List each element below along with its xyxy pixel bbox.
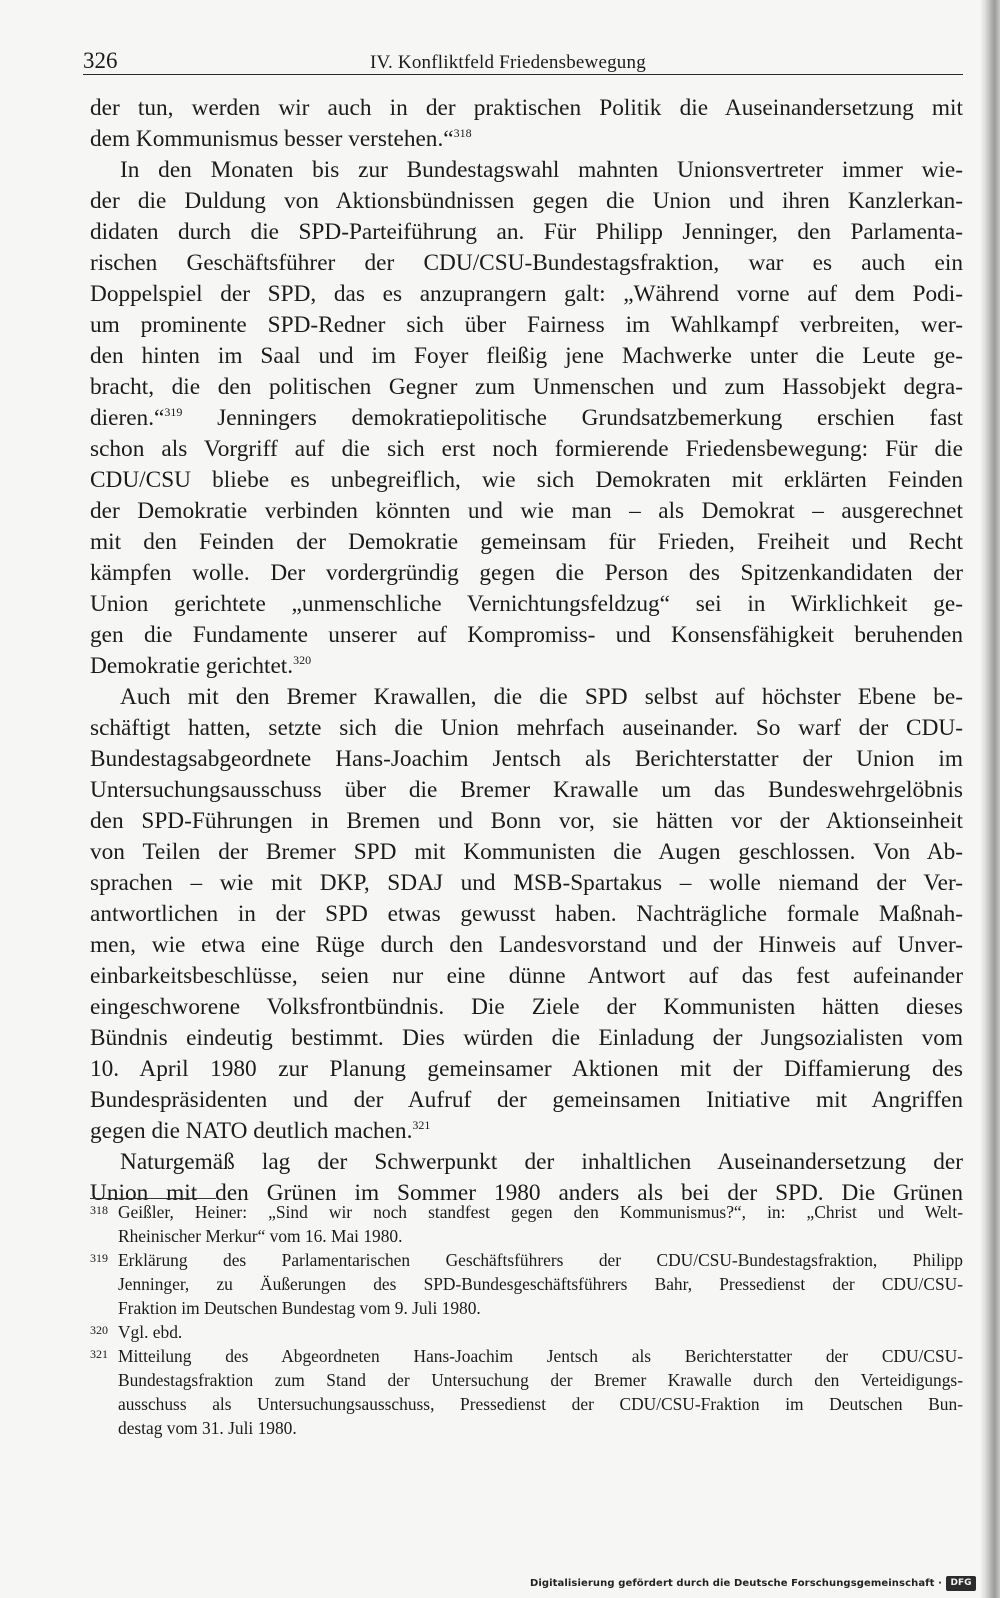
body-text-run: bracht, die den politischen Gegner zum Unmenschen und zum Hassobjekt degra- (90, 374, 963, 400)
body-text-run: schäftigt hatten, setzte sich die Union mehrfach auseinander. So warf der CDU- (90, 715, 963, 741)
body-line (90, 217, 963, 248)
body-text-run: um prominente SPD-Redner sich über Fairness im Wahlkampf verbreiten, wer- (90, 312, 963, 338)
footnote-reference: 319 (164, 405, 183, 419)
body-text-run: CDU/CSU bliebe es unbegreiflich, wie sich Demokraten mit erklärten Feinden (90, 467, 963, 493)
body-text-run: rischen Geschäftsführer der CDU/CSU-Bundestagsfraktion, war es auch ein (90, 250, 963, 276)
body-text-run: Naturgemäß lag der Schwerpunkt der inhaltlichen Auseinandersetzung der (120, 1149, 963, 1175)
body-line (90, 961, 963, 992)
body-text-run: Bundestagsabgeordnete Hans-Joachim Jentsch als Berichterstatter der Union im (90, 746, 963, 772)
footnotes (90, 1200, 963, 1440)
body-line (90, 434, 963, 465)
body-line (90, 496, 963, 527)
body-line (90, 93, 963, 124)
body-text-run: der tun, werden wir auch in der praktischen Politik die Auseinandersetzung mit (90, 95, 963, 121)
body-text-run: gegen die NATO deutlich machen. (90, 1118, 413, 1144)
body-line (90, 155, 963, 186)
footnote-number: 319 (90, 1251, 108, 1265)
footnote-line: Mitteilung des Abgeordneten Hans-Joachim Jentsch als Berichterstatter der CDU/CSU- (118, 1346, 963, 1366)
body-text-run: von Teilen der Bremer SPD mit Kommunisten die Augen geschlossen. Von Ab- (90, 839, 963, 865)
footnote-reference: 318 (453, 126, 472, 140)
footnote (90, 1344, 963, 1440)
body-text-run: den hinten im Saal und im Foyer fleißig jene Machwerke unter die Leute ge- (90, 343, 963, 369)
footnote-line: ausschuss als Untersuchungsausschuss, Pressedienst der CDU/CSU-Fraktion im Deutschen Bun- (118, 1394, 963, 1414)
body-text-run: Doppelspiel der SPD, das es anzuprangern galt: „Während vorne auf dem Podi- (90, 281, 963, 307)
body-text-run: sprachen – wie mit DKP, SDAJ und MSB-Spartakus – wolle niemand der Ver- (90, 870, 963, 896)
footnote-line: Bundestagsfraktion zum Stand der Untersuchung der Bremer Krawalle durch den Verteidigungs- (118, 1370, 963, 1390)
body-line (90, 310, 963, 341)
body-line (90, 465, 963, 496)
body-text-run: men, wie etwa eine Rüge durch den Landesvorstand und der Hinweis auf Unver- (90, 932, 963, 958)
body-line (90, 372, 963, 403)
dfg-logo: DFG (946, 1576, 976, 1591)
body-text-run: Jenningers demokratiepolitische Grundsatzbemerkung erschien fast (182, 405, 963, 431)
page-header (83, 44, 963, 74)
body-line (90, 186, 963, 217)
body-line (90, 899, 963, 930)
body-text-run: gen die Fundamente unserer auf Kompromiss- und Konsensfähigkeit beruhenden (90, 622, 963, 648)
footnote-line: Geißler, Heiner: „Sind wir noch standfest gegen den Kommunismus?“, in: „Christ und Welt- (118, 1202, 963, 1222)
body-text-run: kämpfen wolle. Der vordergründig gegen die Person des Spitzenkandidaten der (90, 560, 963, 586)
footnote-reference: 321 (412, 1118, 431, 1132)
body-text-run: In den Monaten bis zur Bundestagswahl mahnten Unionsvertreter immer wie- (120, 157, 963, 183)
body-line (90, 1085, 963, 1116)
body-text-run: didaten durch die SPD-Parteiführung an. Für Philipp Jenninger, den Parlamenta- (90, 219, 963, 245)
body-line (90, 620, 963, 651)
body-line (90, 341, 963, 372)
body-line (90, 713, 963, 744)
page-edge-shadow (986, 0, 1000, 1598)
body-line (90, 1023, 963, 1054)
body-line (90, 279, 963, 310)
body-text-run: eingeschworene Volksfrontbündnis. Die Ziele der Kommunisten hätten dieses (90, 994, 963, 1020)
body-text-run: Auch mit den Bremer Krawallen, die die SPD selbst auf höchster Ebene be- (120, 684, 963, 710)
body-line (90, 403, 963, 434)
page-gutter-shadow (980, 0, 986, 1598)
body-line (90, 868, 963, 899)
body-text-run: einbarkeitsbeschlüsse, seien nur eine dünne Antwort auf das fest aufeinander (90, 963, 963, 989)
body-text-run: Union mit den Grünen im Sommer 1980 anders als bei der SPD. Die Grünen (90, 1180, 963, 1206)
body-line (90, 930, 963, 961)
body-line (90, 806, 963, 837)
body-line (90, 248, 963, 279)
footnote-line: destag vom 31. Juli 1980. (118, 1418, 297, 1438)
body-line (90, 837, 963, 868)
body-text-run: Bündnis eindeutig bestimmt. Dies würden die Einladung der Jungsozialisten vom (90, 1025, 963, 1051)
footnote-line: Jenninger, zu Äußerungen des SPD-Bundesgeschäftsführers Bahr, Pressedienst der CDU/CSU- (118, 1274, 963, 1294)
footnote-number: 318 (90, 1203, 108, 1217)
body-line (90, 992, 963, 1023)
footnote-reference: 320 (293, 653, 312, 667)
body-line (90, 527, 963, 558)
body-text-run: der die Duldung von Aktionsbündnissen gegen die Union und ihren Kanzlerkan- (90, 188, 963, 214)
footnote-number: 321 (90, 1347, 108, 1361)
body-text-run: Demokratie gerichtet. (90, 653, 294, 679)
body-line (90, 775, 963, 806)
footnote-number: 320 (90, 1323, 108, 1337)
body-text-run: dieren.“ (90, 405, 165, 431)
footnote-line: Fraktion im Deutschen Bundestag vom 9. Juli 1980. (118, 1298, 481, 1318)
footnote (90, 1248, 963, 1320)
footnote-separator (90, 1198, 216, 1199)
body-line (90, 1147, 963, 1178)
body-text-run: mit den Feinden der Demokratie gemeinsam für Frieden, Freiheit und Recht (90, 529, 963, 555)
header-rule (83, 74, 963, 75)
footnote (90, 1200, 963, 1248)
body-line (90, 124, 963, 155)
body-line (90, 744, 963, 775)
body-text-run: 10. April 1980 zur Planung gemeinsamer Aktionen mit der Diffamierung des (90, 1056, 963, 1082)
body-line (90, 558, 963, 589)
body-text-run: dem Kommunismus besser verstehen.“ (90, 126, 454, 152)
body-text-run: antwortlichen in der SPD etwas gewusst haben. Nachträgliche formale Maßnah- (90, 901, 963, 927)
page-number: 326 (83, 48, 118, 73)
body-text-run: Bundespräsidenten und der Aufruf der gemeinsamen Initiative mit Angriffen (90, 1087, 963, 1113)
body-text-run: den SPD-Führungen in Bremen und Bonn vor, sie hätten vor der Aktionseinheit (90, 808, 963, 834)
footnote-line: Erklärung des Parlamentarischen Geschäftsführers der CDU/CSU-Bundestagsfraktion, Philipp (118, 1250, 963, 1270)
body-line (90, 682, 963, 713)
footnote (90, 1320, 963, 1344)
body-text (90, 93, 963, 1209)
body-text-run: Union gerichtete „unmenschliche Vernichtungsfeldzug“ sei in Wirklichkeit ge- (90, 591, 963, 617)
running-head: IV. Konfliktfeld Friedensbewegung (370, 52, 646, 73)
body-text-run: der Demokratie verbinden könnten und wie man – als Demokrat – ausgerechnet (90, 498, 963, 524)
body-text-run: Untersuchungsausschuss über die Bremer Krawalle um das Bundeswehrgelöbnis (90, 777, 963, 803)
body-line (90, 1116, 963, 1147)
body-text-run: schon als Vorgriff auf die sich erst noch formierende Friedensbewegung: Für die (90, 436, 963, 462)
body-line (90, 1054, 963, 1085)
footnote-line: Vgl. ebd. (118, 1322, 183, 1342)
body-line (90, 651, 963, 682)
digitization-note: Digitalisierung gefördert durch die Deutsche Forschungsgemeinschaft · (529, 1578, 942, 1589)
body-line (90, 589, 963, 620)
footnote-line: Rheinischer Merkur“ vom 16. Mai 1980. (118, 1226, 403, 1246)
